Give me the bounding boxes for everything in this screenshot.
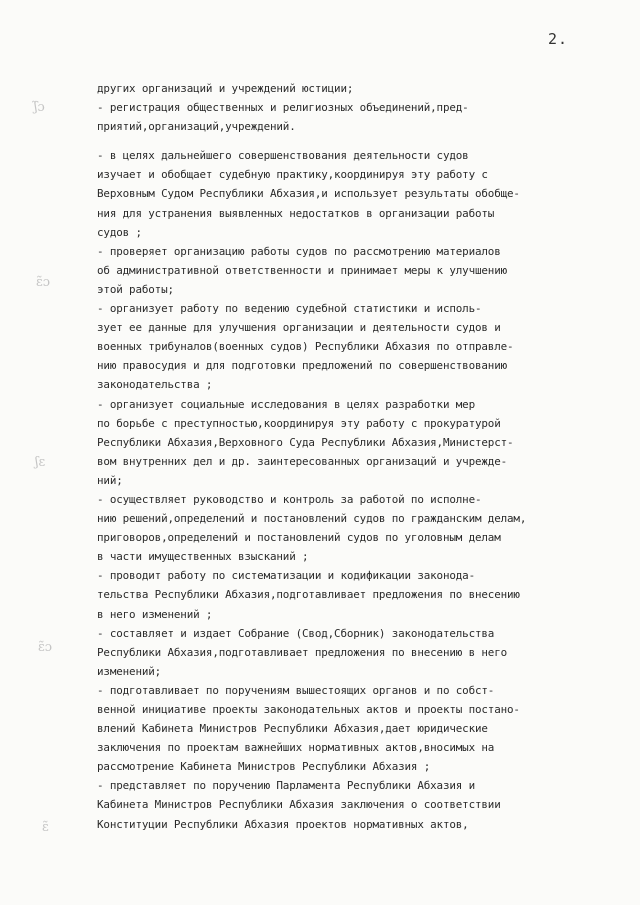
text-line: - регистрация общественных и религиозных объединений,пред- bbox=[97, 101, 469, 115]
text-line: - представляет по поручению Парламента Республики Абхазия и bbox=[97, 779, 475, 793]
text-line: - организует работу по ведению судебной статистики и исполь- bbox=[97, 302, 482, 316]
text-line: изменений; bbox=[97, 664, 162, 678]
text-line: Республики Абхазия,подготавливает предложения по внесению в него bbox=[97, 645, 508, 659]
margin-mark: ɛ̃ bbox=[42, 820, 49, 835]
text-line: других организаций и учреждений юстиции; bbox=[97, 82, 354, 95]
text-line: судов ; bbox=[97, 225, 142, 239]
text-line: Кабинета Министров Республики Абхазия заключения о соответствии bbox=[97, 798, 501, 812]
text-line: военных трибуналов(военных судов) Республики Абхазия по отправле- bbox=[97, 340, 514, 354]
text-line: - проводит работу по систематизации и кодификации законода- bbox=[97, 569, 475, 583]
body-text bbox=[97, 79, 637, 834]
text-line: - осуществляет руководство и контроль за работой по исполне- bbox=[97, 492, 482, 506]
text-line: заключения по проектам важнейших нормативных актов,вносимых на bbox=[97, 741, 495, 755]
text-line: изучает и обобщает судебную практику,координируя эту работу с bbox=[97, 168, 488, 182]
text-line: рассмотрение Кабинета Министров Республики Абхазия ; bbox=[97, 760, 431, 774]
text-line: законодательства ; bbox=[97, 378, 213, 392]
text-line: венной инициативе проекты законодательных актов и проекты постано- bbox=[97, 703, 520, 716]
text-line: нию правосудия и для подготовки предложений по совершенствованию bbox=[97, 359, 508, 373]
text-line: - составляет и издает Собрание (Свод,Сборник) законодательства bbox=[97, 626, 495, 640]
margin-mark: ʃɛ bbox=[35, 455, 46, 470]
text-line: Республики Абхазия,Верховного Суда Республики Абхазия,Министерст- bbox=[97, 435, 514, 449]
margin-mark: ɛ̃ɔ bbox=[38, 640, 53, 655]
margin-mark: ɛ̃ɔ bbox=[36, 275, 51, 290]
text-line: - в целях дальнейшего совершенствования деятельности судов bbox=[97, 149, 469, 163]
text-line: ния для устранения выявленных недостатков в организации работы bbox=[97, 206, 495, 220]
text-line: приговоров,определений и постановлений судов по уголовным делам bbox=[97, 531, 501, 545]
text-line: нию решений,определений и постановлений судов по гражданским делам, bbox=[97, 512, 527, 526]
text-line: по борьбе с преступностью,координируя эту работу с прокуратурой bbox=[97, 416, 501, 430]
text-line: - подготавливает по поручениям вышестоящих органов и по собст- bbox=[97, 683, 495, 697]
text-line: вом внутренних дел и др. заинтересованных организаций и учрежде- bbox=[97, 454, 508, 468]
text-line: приятий,организаций,учреждений. bbox=[97, 120, 296, 134]
text-line: - организует социальные исследования в целях разработки мер bbox=[97, 397, 475, 411]
text-line: - проверяет организацию работы судов по рассмотрению материалов bbox=[97, 244, 501, 258]
text-line: Верховным Судом Республики Абхазия,и использует результаты обобще- bbox=[97, 187, 520, 201]
text-line: в части имущественных взысканий ; bbox=[97, 550, 309, 564]
text-line: тельства Республики Абхазия,подготавливает предложения по внесению bbox=[97, 588, 520, 602]
text-line: этой работы; bbox=[97, 282, 174, 296]
page-number: 2. bbox=[548, 30, 569, 48]
margin-mark: ʃ̃ɔ bbox=[34, 100, 45, 115]
text-line: ний; bbox=[97, 473, 123, 487]
text-line: влений Кабинета Министров Республики Абхазия,дает юридические bbox=[97, 722, 488, 736]
text-line: зует ее данные для улучшения организации и деятельности судов и bbox=[97, 321, 501, 335]
text-line: Конституции Республики Абхазия проектов нормативных актов, bbox=[97, 817, 469, 831]
text-line: об административной ответственности и принимает меры к улучшению bbox=[97, 263, 508, 277]
text-line: в него изменений ; bbox=[97, 607, 213, 621]
